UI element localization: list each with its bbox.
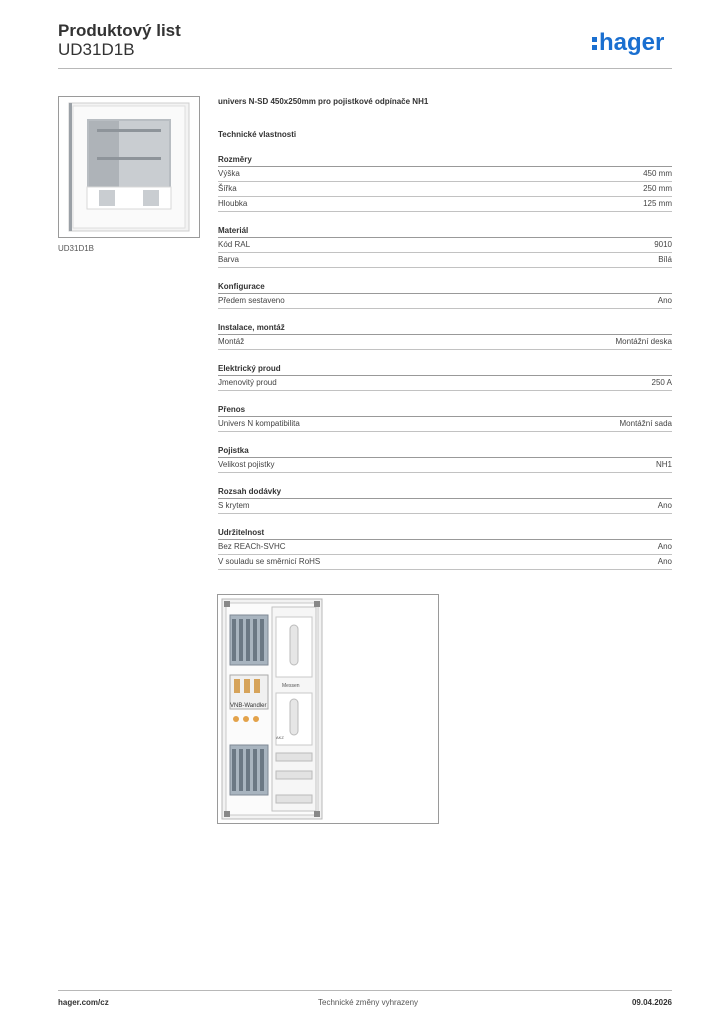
spec-label: Kód RAL	[218, 240, 251, 249]
spec-group-title: Přenos	[218, 404, 672, 417]
spec-group	[218, 404, 672, 432]
spec-value: Ano	[657, 501, 672, 510]
spec-value: 125 mm	[643, 199, 672, 208]
spec-group	[218, 363, 672, 391]
hager-logo	[592, 28, 674, 56]
product-description: univers N-SD 450x250mm pro pojistkové odpínače NH1	[218, 97, 429, 106]
spec-group	[218, 322, 672, 350]
spec-value: Bílá	[658, 255, 672, 264]
spec-label: Barva	[218, 255, 239, 264]
spec-row	[218, 458, 672, 473]
spec-label: Bez REACh-SVHC	[218, 542, 286, 551]
spec-row	[218, 167, 672, 182]
spec-group-title: Konfigurace	[218, 281, 672, 294]
spec-row	[218, 555, 672, 570]
logo-text: hager	[599, 29, 665, 56]
product-image-caption: UD31D1B	[58, 244, 95, 253]
drawing-label-messen: Messen	[282, 683, 300, 689]
spec-value: Montážní deska	[615, 337, 672, 346]
spec-label: Výška	[218, 169, 240, 178]
spec-group	[218, 225, 672, 268]
spec-value: Ano	[657, 296, 672, 305]
spec-group-title: Rozsah dodávky	[218, 486, 672, 499]
spec-row	[218, 540, 672, 555]
footer-note: Technické změny vyhrazeny	[318, 998, 419, 1007]
spec-group-title: Instalace, montáž	[218, 322, 672, 335]
header-divider	[58, 68, 672, 69]
spec-row	[218, 417, 672, 432]
spec-label: Šířka	[218, 184, 237, 193]
spec-row	[218, 238, 672, 253]
product-code: UD31D1B	[58, 40, 135, 59]
spec-value: 250 mm	[643, 184, 672, 193]
product-image	[58, 96, 200, 238]
spec-label: Montáž	[218, 337, 245, 346]
footer-date: 09.04.2026	[631, 998, 672, 1007]
spec-group	[218, 445, 672, 473]
technical-drawing	[217, 594, 439, 824]
spec-label: Předem sestaveno	[218, 296, 285, 305]
spec-label: Univers N kompatibilita	[218, 419, 300, 428]
drawing-label-small: AKZ	[276, 735, 284, 740]
spec-value: 9010	[654, 240, 672, 249]
spec-group	[218, 154, 672, 212]
footer-website: hager.com/cz	[58, 998, 109, 1007]
spec-group-title: Elektrický proud	[218, 363, 672, 376]
footer-divider	[58, 990, 672, 991]
drawing-label-wandler: VNB-Wandler	[230, 703, 267, 709]
spec-group-title: Pojistka	[218, 445, 672, 458]
spec-row	[218, 335, 672, 350]
spec-value: NH1	[655, 460, 672, 469]
spec-row	[218, 294, 672, 309]
spec-row	[218, 197, 672, 212]
spec-row	[218, 499, 672, 514]
page-title: Produktový list	[58, 21, 181, 40]
spec-row	[218, 376, 672, 391]
spec-label: Hloubka	[218, 199, 248, 208]
spec-group	[218, 281, 672, 309]
spec-label: S krytem	[218, 501, 250, 510]
spec-row	[218, 182, 672, 197]
spec-value: 250 A	[651, 378, 672, 387]
spec-group	[218, 527, 672, 570]
spec-label: Velikost pojistky	[218, 460, 275, 469]
tech-specs-title: Technické vlastnosti	[218, 130, 297, 139]
spec-group-title: Udržitelnost	[218, 527, 672, 540]
spec-row	[218, 253, 672, 268]
spec-group-title: Materiál	[218, 225, 672, 238]
spec-value: 450 mm	[643, 169, 672, 178]
spec-group-title: Rozměry	[218, 154, 672, 167]
spec-section	[218, 95, 672, 606]
spec-value: Ano	[657, 557, 672, 566]
spec-label: Jmenovitý proud	[218, 378, 277, 387]
spec-label: V souladu se směrnicí RoHS	[218, 557, 321, 566]
spec-group	[218, 486, 672, 514]
spec-value: Ano	[657, 542, 672, 551]
spec-value: Montážní sada	[619, 419, 672, 428]
